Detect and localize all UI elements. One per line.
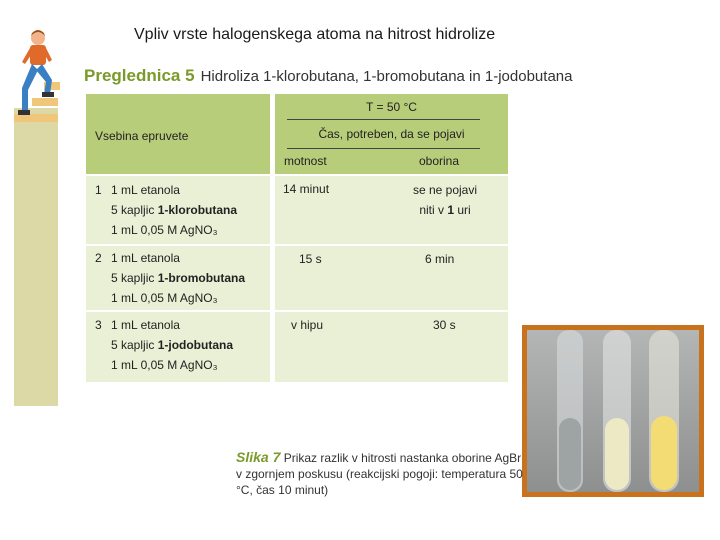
row-number: 1 — [95, 183, 102, 197]
row-turbidity: v hipu — [291, 318, 324, 332]
row-line-3: 1 mL 0,05 M AgNO₃ — [111, 358, 218, 372]
slide-title: Vpliv vrste halogenskega atoma na hitrost hidrolize — [134, 26, 496, 43]
header-contents-cell — [86, 94, 270, 174]
header-contents-label: Vsebina epruvete — [95, 129, 189, 143]
row-compound: 1-jodobutana — [157, 338, 234, 352]
header-time-needed: Čas, potreben, da se pojavi — [318, 127, 465, 141]
results-table — [86, 94, 508, 382]
row-precipitate: 6 min — [425, 252, 455, 266]
header-col-precipitate: oborina — [419, 154, 460, 168]
table-heading — [84, 66, 572, 86]
row-precipitate-bold: 1 — [447, 203, 455, 217]
row-precipitate-line-1: se ne pojavi — [412, 183, 478, 197]
row-line-1: 1 mL etanola — [111, 318, 180, 332]
row-number: 2 — [95, 251, 102, 265]
header-divider-top — [287, 119, 480, 120]
row-turbidity: 15 s — [299, 252, 322, 266]
header-conditions-cell — [275, 94, 508, 174]
figure-label: Slika 7 — [236, 449, 281, 465]
row-precipitate: 30 s — [433, 318, 456, 332]
row-line-1: 1 mL etanola — [111, 251, 180, 265]
row-compound: 1-klorobutana — [157, 203, 238, 217]
climbing-person-icon — [8, 28, 64, 124]
table-row-2-contents — [86, 246, 270, 310]
figure-caption-text: Prikaz razlik v hitrosti nastanka oborine AgBr v zgornjem poskusu (reakcijski pogoji: temperatura 50 °C, čas 10 minut) — [236, 451, 523, 497]
row-precipitate-prefix: niti v — [419, 203, 448, 217]
table-row-1-results — [275, 176, 508, 244]
row-line-1: 1 mL etanola — [111, 183, 180, 197]
figure-caption — [236, 449, 526, 498]
row-precipitate-suffix: uri — [454, 203, 471, 217]
table-label: Preglednica 5 — [84, 66, 195, 85]
header-temperature: T = 50 °C — [366, 100, 417, 114]
table-row-1-contents — [86, 176, 270, 244]
test-tubes-illustration — [527, 330, 699, 492]
row-compound: 1-bromobutana — [157, 271, 246, 285]
row-line-2-prefix: 5 kapljic — [111, 338, 158, 352]
table-caption: Hidroliza 1-klorobutana, 1-bromobutana in 1-jodobutana — [200, 68, 573, 85]
test-tubes-photo — [522, 325, 704, 497]
row-line-2-prefix: 5 kapljic — [111, 271, 158, 285]
header-divider-bottom — [287, 148, 480, 149]
photo-background — [527, 330, 699, 492]
decorative-side-bar — [14, 108, 58, 406]
row-line-3: 1 mL 0,05 M AgNO₃ — [111, 291, 218, 305]
header-col-turbidity: motnost — [284, 154, 327, 168]
table-row-3-results — [275, 312, 508, 382]
table-row-3-contents — [86, 312, 270, 382]
row-number: 3 — [95, 318, 102, 332]
row-line-2-prefix: 5 kapljic — [111, 203, 158, 217]
row-line-3: 1 mL 0,05 M AgNO₃ — [111, 223, 218, 237]
row-turbidity: 14 minut — [283, 182, 330, 196]
table-row-2-results — [275, 246, 508, 310]
